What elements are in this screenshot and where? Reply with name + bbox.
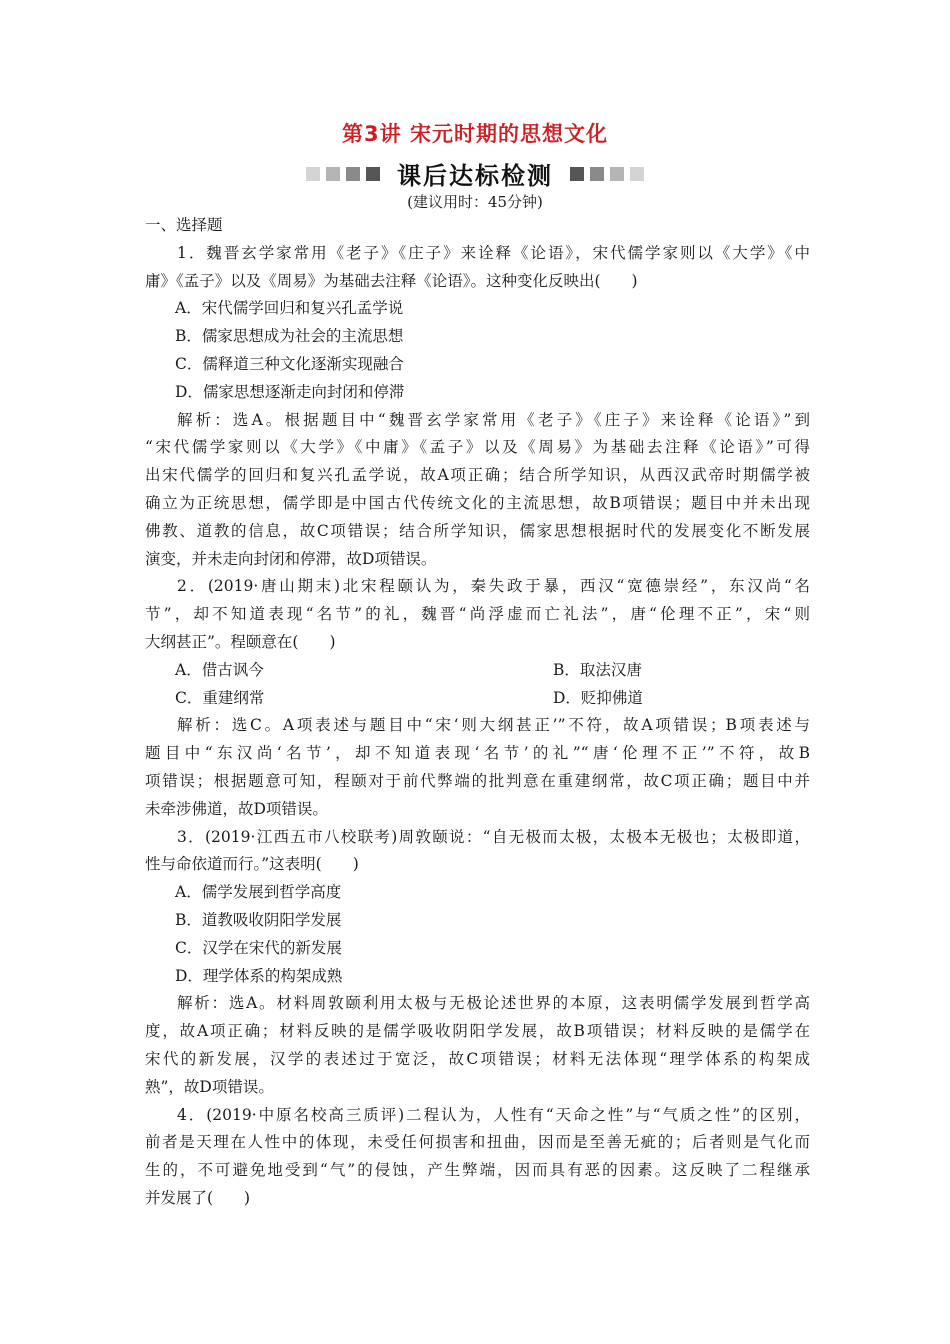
- analysis-text: 未牵涉佛道，故D项错误。: [145, 799, 328, 818]
- question-text: 前者是天理在人性中的体现，未受任何损害和扭曲，因而是至善无疵的；后者则是气化而: [145, 1133, 810, 1152]
- lesson-title: 第3讲 宋元时期的思想文化: [342, 122, 608, 146]
- option: A．借古讽今: [175, 660, 264, 679]
- banner-heading: 课后达标检测: [397, 162, 553, 190]
- analysis-text: 确立为正统思想，儒学即是中国古代传统文化的主流思想，故B项错误；题目中并未出现: [145, 493, 810, 512]
- option-row: [145, 685, 810, 713]
- question-text: 4．(2019·中原名校高三质评)二程认为，人性有“天命之性”与“气质之性”的区别，: [177, 1105, 810, 1124]
- analysis-text: 度，故A项正确；材料反映的是儒学吸收阴阳学发展，故B项错误；材料反映的是儒学在: [145, 1022, 810, 1041]
- banner-square: [630, 167, 644, 181]
- analysis-text: 演变，并未走向封闭和停滞，故D项错误。: [145, 549, 437, 568]
- analysis-text: 项错误；根据题意可知，程颐对于前代弊端的批判意在重建纲常，故C项正确；题目中并: [145, 771, 810, 790]
- question-text: 3．(2019·江西五市八校联考)周敦颐说：“自无极而太极，太极本无极也；太极即道，: [177, 827, 810, 846]
- option: D．贬抑佛道: [553, 688, 643, 707]
- option: D．儒家思想逐渐走向封闭和停滞: [175, 382, 405, 401]
- analysis-text: “宋代儒学家则以《大学》《中庸》《孟子》以及《周易》为基础去注释《论语》”可得: [145, 438, 810, 457]
- banner-square: [326, 167, 340, 181]
- question-text: 并发展了( ): [145, 1188, 251, 1207]
- section-heading: 一、选择题: [145, 216, 223, 234]
- time-suggestion: (建议用时：45分钟): [407, 193, 543, 211]
- option-row: [145, 657, 810, 685]
- banner-square: [346, 167, 360, 181]
- question-text: 节”，却不知道表现“名节”的礼，魏晋“尚浮虚而亡礼法”，唐“伦理不正”，宋“则: [145, 605, 810, 624]
- option: C．儒释道三种文化逐渐实现融合: [175, 354, 404, 373]
- option: A．儒学发展到哲学高度: [175, 883, 342, 902]
- option: C．重建纲常: [175, 688, 265, 707]
- banner-square: [610, 167, 624, 181]
- document-body: [145, 212, 810, 1213]
- question-text: 生的，不可避免地受到“气”的侵蚀，产生弊端，因而具有恶的因素。这反映了二程继承: [145, 1161, 810, 1180]
- option: B．儒家思想成为社会的主流思想: [175, 327, 404, 346]
- question-text: 性与命依道而行。”这表明( ): [145, 855, 359, 874]
- option: D．理学体系的构架成熟: [175, 966, 343, 985]
- option: C．汉学在宋代的新发展: [175, 938, 342, 957]
- option: A．宋代儒学回归和复兴孔孟学说: [175, 299, 404, 318]
- analysis-text: 题目中“东汉尚‘名节’，却不知道表现‘名节’的礼”“唐‘伦理不正’”不符，故B: [145, 744, 810, 763]
- analysis-text: 熟”，故D项错误。: [145, 1077, 274, 1096]
- question-text: 大纲甚正”。程颐意在( ): [145, 632, 336, 651]
- analysis-text: 解析：选A。根据题目中“魏晋玄学家常用《老子》《庄子》来诠释《论语》”到: [177, 410, 810, 429]
- question-text: 2．(2019·唐山期末)北宋程颐认为，秦失政于暴，西汉“宽德崇经”，东汉尚“名: [177, 577, 810, 596]
- question-text: 庸》《孟子》以及《周易》为基础去注释《论语》。这种变化反映出( ): [145, 271, 638, 290]
- banner-square: [306, 167, 320, 181]
- analysis-text: 解析：选A。材料周敦颐利用太极与无极论述世界的本原，这表明儒学发展到哲学高: [177, 994, 810, 1013]
- banner-square: [590, 167, 604, 181]
- banner-square: [570, 167, 584, 181]
- analysis-text: 佛教、道教的信息，故C项错误；结合所学知识，儒家思想根据时代的发展变化不断发展: [145, 521, 810, 540]
- banner-square: [366, 167, 380, 181]
- option: B．取法汉唐: [553, 660, 642, 679]
- analysis-text: 宋代的新发展，汉学的表述过于宽泛，故C项错误；材料无法体现“理学体系的构架成: [145, 1049, 810, 1068]
- option: B．道教吸收阴阳学发展: [175, 910, 342, 929]
- analysis-text: 出宋代儒学的回归和复兴孔孟学说，故A项正确；结合所学知识，从西汉武帝时期儒学被: [145, 466, 810, 485]
- question-text: 1．魏晋玄学家常用《老子》《庄子》来诠释《论语》，宋代儒学家则以《大学》《中: [177, 243, 810, 262]
- analysis-text: 解析：选C。A项表述与题目中“宋‘则大纲甚正’”不符，故A项错误；B项表述与: [177, 716, 810, 735]
- section-banner: [0, 156, 950, 191]
